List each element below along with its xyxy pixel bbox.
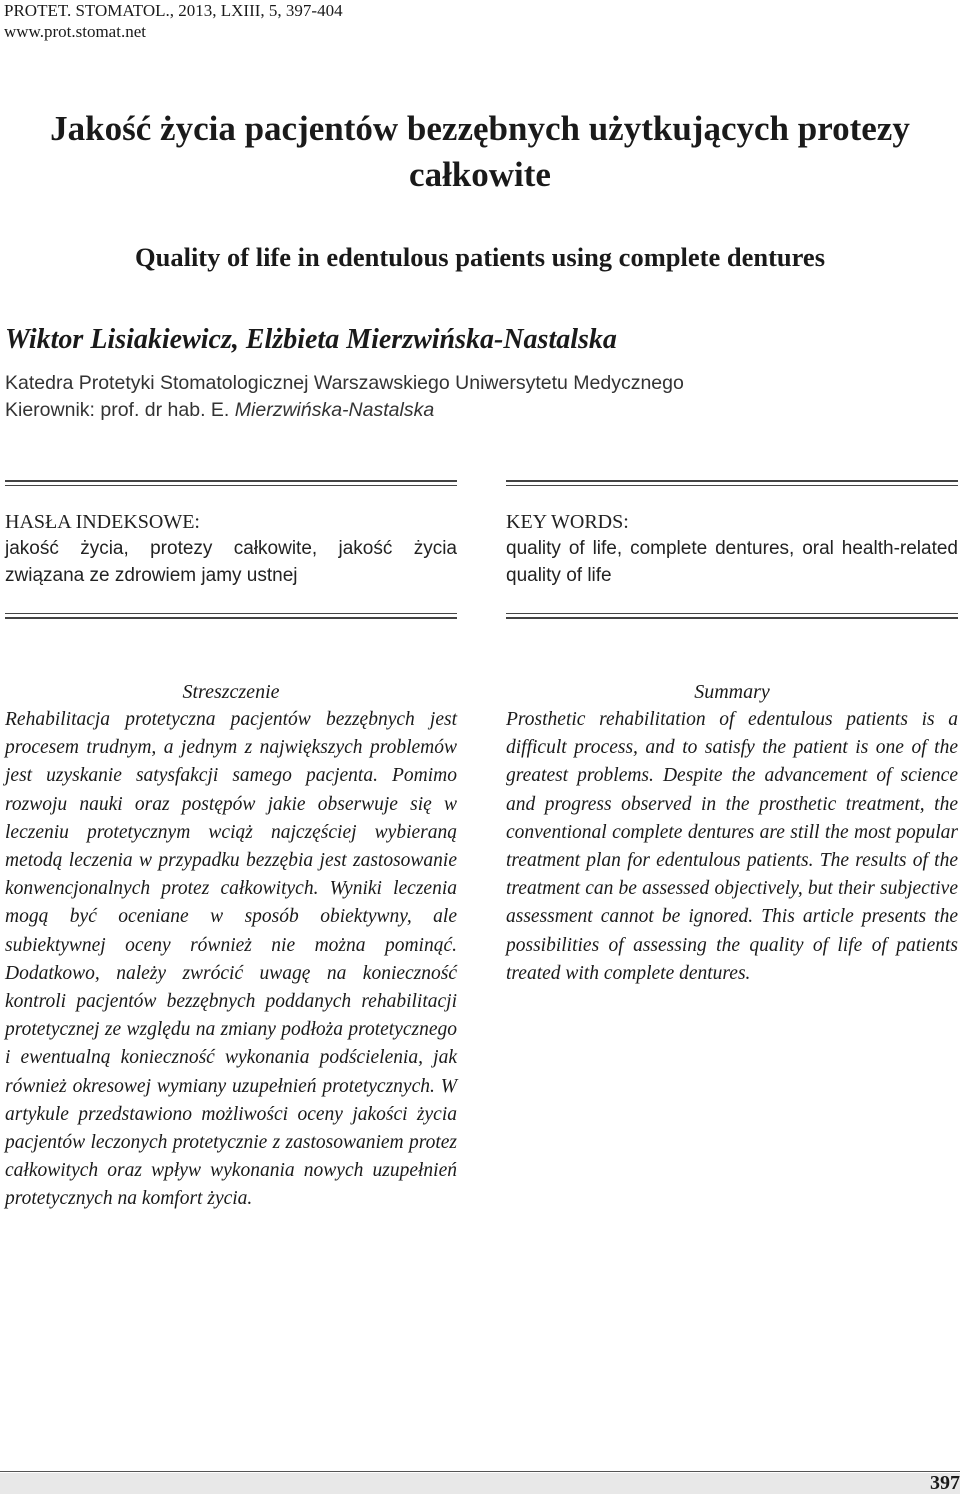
- affiliation: Katedra Protetyki Stomatologicznej Warszawskiego Uniwersytetu Medycznego: [5, 372, 684, 394]
- keywords-pl-top-rule: [5, 480, 457, 486]
- journal-header: [4, 0, 343, 42]
- abstract-en-heading: Summary: [694, 681, 770, 703]
- keywords-en-top-rule: [506, 480, 958, 486]
- title-english: Quality of life in edentulous patients using complete dentures: [134, 242, 826, 272]
- department-head: [5, 398, 434, 423]
- abstract-pl-heading: Streszczenie: [182, 681, 280, 703]
- journal-citation: PROTET. STOMATOL., 2013, LXIII, 5, 397-404: [4, 1, 343, 20]
- keywords-pl-box: [5, 509, 457, 589]
- department-head-prefix: Kierownik: prof. dr hab. E.: [5, 399, 235, 421]
- footer-rule: [0, 1471, 960, 1472]
- abstract-pl-text: Rehabilitacja protetyczna pacjentów bezzębnych jest procesem trudnym, a jednym z największych problemów jest uzyskanie satysfakcji samego pacjenta. Pomimo rozwoju nauki oraz postępów jakie obserwuje się w leczeniu protetycznym wciąż najczęściej wybieraną metodą leczenia w przypadku bezzębia jest zastosowanie konwencjonalnych protez całkowitych. Wyniki leczenia mogą być oceniane w sposób obiektywny, ale subiektywnej oceny również nie można pominąć. Dodatkowo, należy zwrócić uwagę na konieczność kontroli pacjentów bezzębnych poddanych rehabilitacji protetycznej ze względu na zmiany podłoża protetycznego i ewentualną konieczność wykonania podścielenia, jak również okresowej wymiany uzupełnień protetycznych. W artykule przedstawiono możliwości oceny jakości życia pacjentów leczonych protetycznie z zastosowaniem protez całkowitych oraz wpływ wykonania nowych uzupełnień protetycznych na komfort życia.: [5, 709, 457, 1210]
- abstract-en: [506, 678, 958, 988]
- page-number: 397: [930, 1472, 960, 1494]
- footer-bar: [0, 1473, 960, 1494]
- authors: Wiktor Lisiakiewicz, Elżbieta Mierzwińska-Nastalska: [5, 324, 617, 355]
- journal-url[interactable]: www.prot.stomat.net: [4, 22, 146, 41]
- keywords-en-box: [506, 509, 958, 589]
- abstract-pl: [5, 678, 457, 1214]
- keywords-pl-text: jakość życia, protezy całkowite, jakość życia związana ze zdrowiem jamy ustnej: [5, 538, 457, 586]
- keywords-pl-bottom-rule: [5, 613, 457, 619]
- keywords-en-bottom-rule: [506, 613, 958, 619]
- keywords-pl-label: HASŁA INDEKSOWE:: [5, 511, 200, 533]
- title-polish: Jakość życia pacjentów bezzębnych użytkujących protezy całkowite: [50, 109, 910, 194]
- abstract-en-text: Prosthetic rehabilitation of edentulous patients is a difficult process, and to satisfy the patient is one of the greatest problems. Despite the advancement of science and progress observed in the prosthetic treatment, the conventional complete dentures are still the most popular treatment plan for edentulous patients. The results of the treatment can be assessed objectively, but their subjective assessment cannot be ignored. This article presents the possibilities of assessing the quality of life of patients treated with complete dentures.: [506, 709, 958, 984]
- department-head-name: Mierzwińska-Nastalska: [234, 399, 435, 421]
- keywords-en-label: KEY WORDS:: [506, 511, 629, 533]
- keywords-en-text: quality of life, complete dentures, oral health-related quality of life: [506, 538, 958, 586]
